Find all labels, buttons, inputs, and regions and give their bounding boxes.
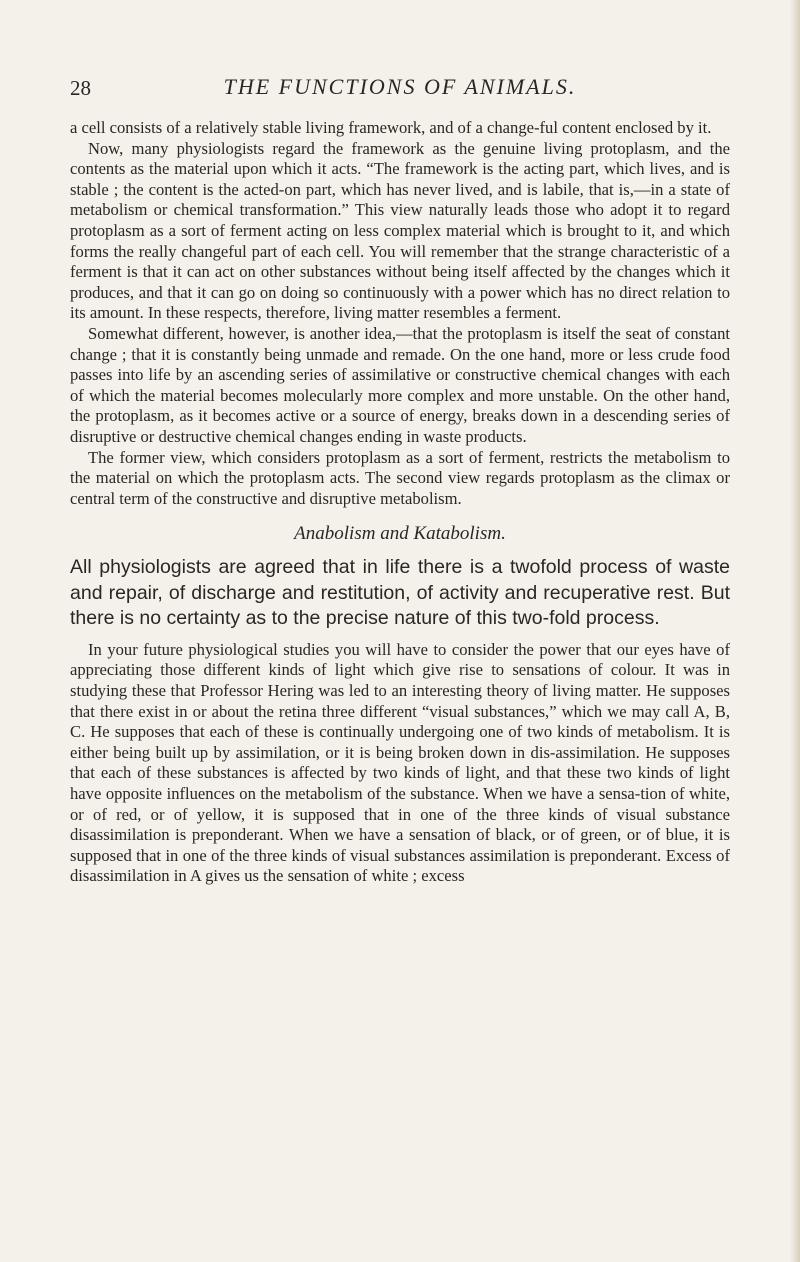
section-title: Anabolism and Katabolism. (294, 523, 506, 545)
paragraph: In your future physiological studies you will have to consider the power that our eyes have of appreciating those different kinds of light which give rise to sensations of colour. It was in studying these that Professor Hering was led to an interesting theory of living matter. He supposes that there exist in or about the retina three different “visual substances,” which we may call A, B, C. He supposes that each of these is continually undergoing one of two kinds of metabolism. It is either being built up by assimilation, or it is being broken down in dis-assimilation. He supposes that each of these substances is affected by two kinds of light, and that these two kinds of light have opposite influences on the metabolism of the substance. When we have a sensa-tion of white, or of red, or of yellow, it is supposed that in one of the three kinds of visual substance disassimilation is preponderant. When we have a sensation of black, or of green, or of blue, it is supposed that in one of the three kinds of visual substances assimilation is preponderant. Excess of disassimilation in A gives us the sensation of white ; excess (70, 639, 730, 886)
paragraph: The former view, which considers protoplasm as a sort of ferment, restricts the metabolism to the material on which the protoplasm acts. The second view regards protoplasm as the climax or central term of the constructive and disruptive metabolism. (70, 447, 730, 508)
page-edge-shadow (790, 0, 800, 1262)
body-text-bottom (70, 640, 730, 887)
page-header (70, 72, 730, 106)
paragraph: a cell consists of a relatively stable living framework, and of a change-ful content enclosed by it. (70, 118, 712, 137)
lead-paragraph: All physiologists are agreed that in life there is a twofold process of waste and repair, of discharge and restitution, of activity and recuperative rest. But there is no certainty as to the precise nature of this two-fold process. (70, 556, 730, 630)
body-text-top (70, 118, 730, 509)
running-head: THE FUNCTIONS OF ANIMALS. (223, 74, 577, 99)
paragraph: Now, many physiologists regard the framework as the genuine living protoplasm, and the contents as the material upon which it acts. “The framework is the acting part, which lives, and is stable ; the content is the acted-on part, which has never lived, and is labile, that is,—in a state of metabolism or chemical transformation.” This view naturally leads those who adopt it to regard protoplasm as a sort of ferment acting on less complex material which is brought to it, and which forms the really changeful part of each cell. You will remember that the strange characteristic of a ferment is that it can act on other substances without being itself affected by the changes which it produces, and that it can go on doing so continuously with a power which has no direct relation to its amount. In these respects, therefore, living matter resembles a ferment. (70, 138, 730, 323)
page-number: 28 (70, 76, 91, 100)
paragraph: Somewhat different, however, is another idea,—that the protoplasm is itself the seat of constant change ; that it is constantly being unmade and remade. On the one hand, more or less crude food passes into life by an ascending series of assimilative or constructive chemical changes with each of which the material becomes molecularly more complex and more unstable. On the other hand, the protoplasm, as it becomes active or a source of energy, breaks down in a descending series of disruptive or destructive chemical changes ending in waste products. (70, 323, 730, 446)
book-page (70, 72, 730, 887)
